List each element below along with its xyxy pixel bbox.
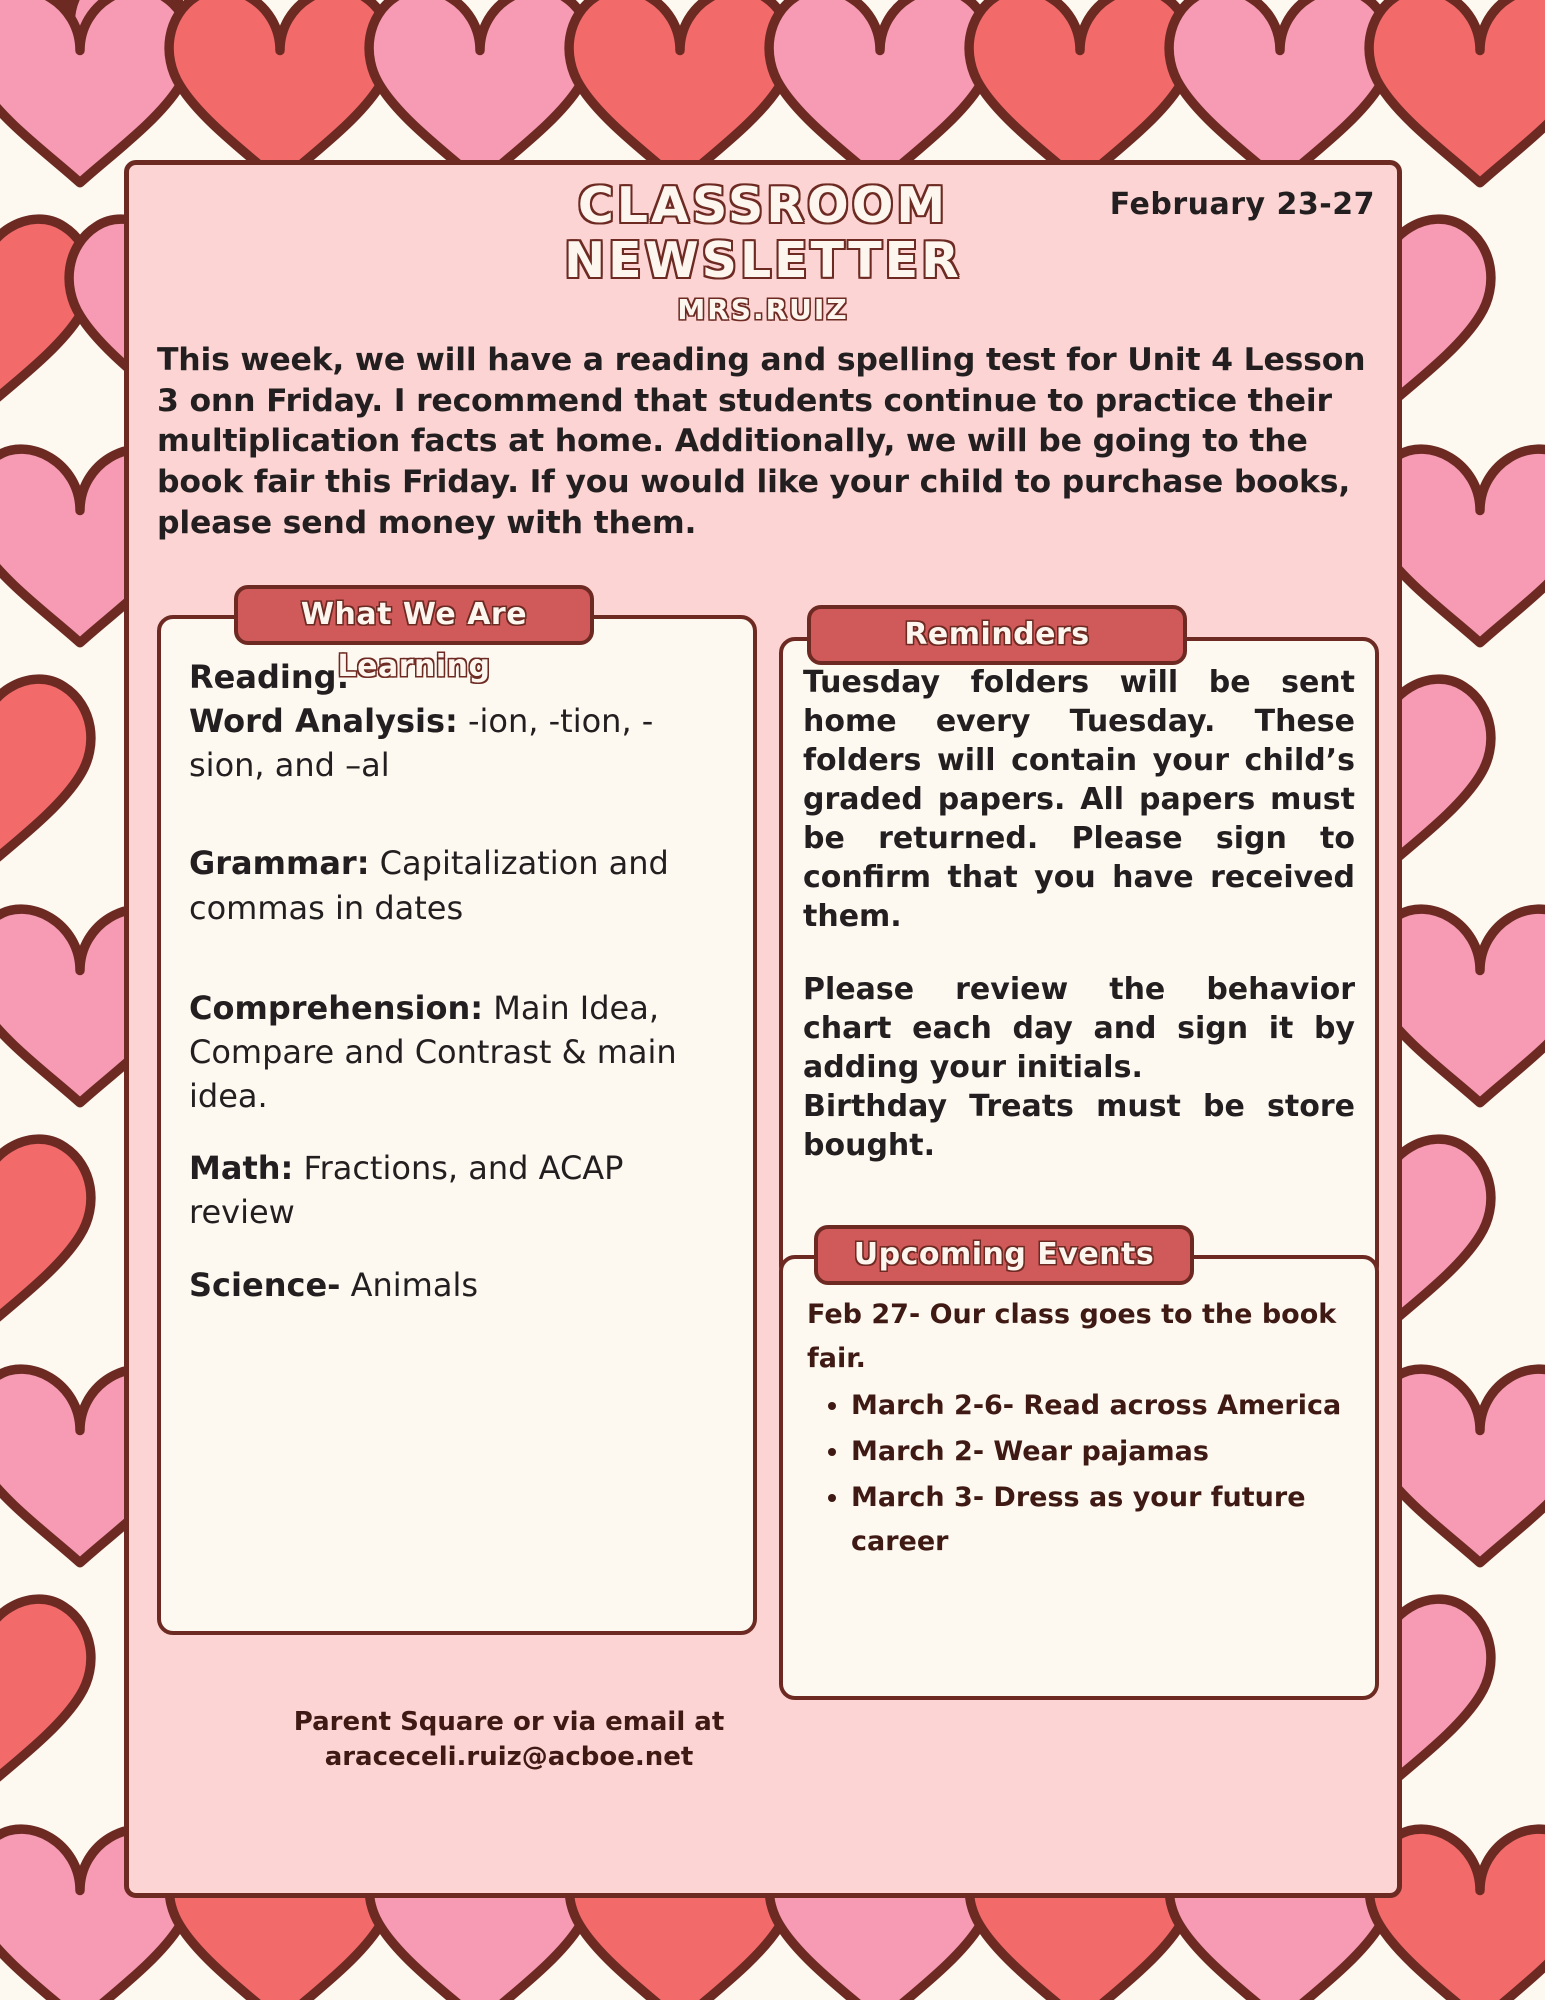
events-panel <box>779 1255 1379 1700</box>
learning-math-label: Math: <box>189 1149 294 1188</box>
learning-panel <box>157 615 757 1635</box>
learning-comprehension-label: Comprehension: <box>189 988 484 1027</box>
newsletter-title-line-2: NEWSLETTER <box>564 231 962 289</box>
learning-math <box>189 1146 725 1234</box>
learning-comprehension-text: Main Idea, Compare and Contrast & main idea. <box>189 988 677 1116</box>
teacher-name: MRS.RUIZ <box>677 292 849 326</box>
learning-science <box>189 1263 725 1307</box>
contact-line-1: Parent Square or via email at <box>293 1707 725 1737</box>
learning-word-analysis-text: -ion, -tion, -sion, and –al <box>189 702 654 785</box>
date-range: February 23-27 <box>1109 187 1375 222</box>
reminder-paragraph: Tuesday folders will be sent home every Tuesday. These folders will contain your child’s graded papers. All papers must be returned. Please sign to confirm that you have received them. <box>803 665 1355 934</box>
reminder-paragraph: Birthday Treats must be store bought. <box>803 1089 1355 1163</box>
reminder-paragraph: Please review the behavior chart each day and sign it by adding your initials. <box>803 972 1355 1085</box>
learning-comprehension <box>189 986 725 1118</box>
list-item: • March 2-6- Read across America <box>851 1384 1355 1428</box>
newsletter-card <box>124 160 1402 1898</box>
learning-grammar-text: Capitalization and commas in dates <box>189 844 669 927</box>
reminders-panel <box>779 637 1379 1282</box>
learning-science-text: Animals <box>340 1265 478 1304</box>
event-lead-text: Feb 27- Our class goes to the book fair. <box>807 1299 1337 1374</box>
list-item: • March 3- Dress as your future career <box>851 1476 1355 1563</box>
newsletter-header <box>129 165 1397 340</box>
learning-reading-label: Reading: <box>189 658 350 696</box>
learning-science-label: Science- <box>189 1265 341 1304</box>
section-heading-events: Upcoming Events <box>814 1225 1194 1285</box>
section-heading-learning: What We Are Learning <box>234 585 594 645</box>
contact-email: araceceli.ruiz@acboe.net <box>324 1742 694 1773</box>
newsletter-title-line-1: CLASSROOM <box>577 177 949 234</box>
learning-grammar-label: Grammar: <box>189 844 370 883</box>
section-heading-reminders: Reminders <box>807 605 1187 665</box>
learning-word-analysis-label: Word Analysis: <box>189 702 458 741</box>
contact-info <box>249 1705 769 1775</box>
intro-paragraph: This week, we will have a reading and spelling test for Unit 4 Lesson 3 onn Friday. I recommend that students continue to practice their multiplication facts at home. Additionally, we will be going to the book fair this Friday. If you would like your child to purchase books, please send money with them. <box>157 342 1366 541</box>
learning-grammar <box>189 841 725 929</box>
list-item: • March 2- Wear pajamas <box>851 1430 1355 1474</box>
event-list <box>807 1384 1355 1563</box>
content-columns <box>129 585 1397 1895</box>
learning-math-text: Fractions, and ACAP review <box>189 1149 624 1232</box>
